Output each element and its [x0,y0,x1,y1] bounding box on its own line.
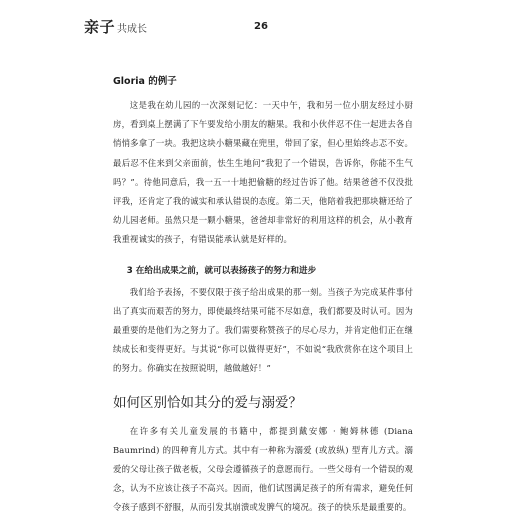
love-vs-spoiling-heading: 如何区别恰如其分的爱与溺爱？ [113,394,302,411]
love-vs-spoiling-paragraph: 在许多有关儿童发展的书籍中，都提到戴安娜 · 鲍姆林德 (Diana Baumrind) 的四种育儿方式。其中有一种称为溺爱 (或放纵) 型育儿方式。溺爱的父母让孩子做老板，父母会遵循孩子的意愿而行。一些父母有一个错误的观念，认为不应该让孩子不高兴。因而，他们试图满足孩子的所有需求，避免任何令孩子感到不舒服，从而引发其崩溃或发脾气的境况。孩子的快乐是最重要的。 [113,425,413,513]
gloria-example-paragraph: 这是我在幼儿园的一次深刻记忆：一天中午，我和另一位小朋友经过小厨房，看到桌上摆满了下午要发给小朋友的糖果。我和小伙伴忍不住一起进去各自悄悄多拿了一块。我把这块小糖果藏在兜里，带回了家，但心里始终忐忑不安。最后忍不住来到父亲面前，怯生生地问“我犯了一个错误，告诉你，你能不生气吗？”。待他同意后，我一五一十地把偷糖的经过告诉了他。结果爸爸不仅没批评我，还肯定了我的诚实和承认错误的态度。第二天，他陪着我把那块糖还给了幼儿园老师。虽然只是一颗小糖果，爸爸却非常好的利用这样的机会，从小教育我重视诚实的孩子，有错误能承认就是好样的。 [113,100,413,245]
praise-effort-paragraph: 我们给予表扬，不要仅限于孩子给出成果的那一刻。当孩子为完成某件事付出了真实而艰苦的努力，即使最终结果可能不尽如意，我们都要及时认可。因为最重要的是他们为之努力了。我们需要称赞孩子的尽心尽力，并肯定他们正在继续成长和变得更好。与其说“你可以做得更好”，不如说“我欣赏你在这个项目上的努力。你确实在按照说明，越做越好！” [113,286,413,374]
book-logo-main: 亲子 [84,18,116,36]
book-logo-sub: 共成长 [117,24,148,35]
page-body [113,74,413,518]
page-number: 26 [254,21,268,32]
praise-effort-heading: 3 在给出成果之前，就可以表扬孩子的努力和进步 [126,265,317,276]
book-header [84,16,147,38]
gloria-example-heading: Gloria 的例子 [113,76,177,87]
